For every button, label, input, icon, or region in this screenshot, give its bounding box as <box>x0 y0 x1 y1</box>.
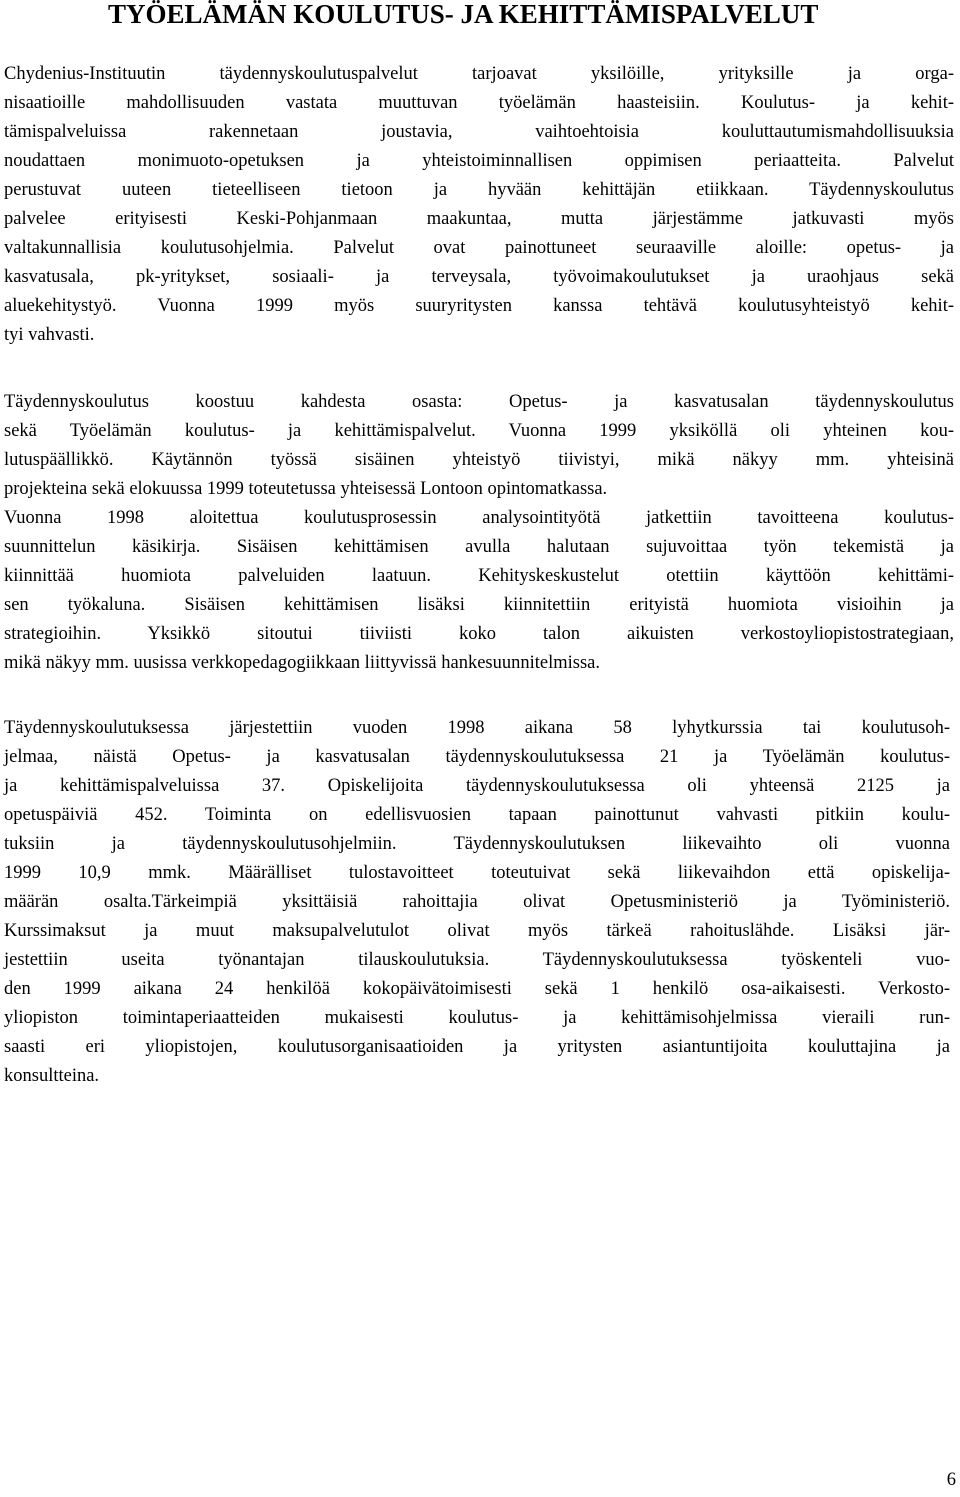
page-title: TYÖELÄMÄN KOULUTUS- JA KEHITTÄMISPALVELUT <box>108 0 819 29</box>
text-line: lutuspäällikkö. Käytännön työssä sisäinen yhteistyö tiivistyi, mikä näkyy mm. yhteisinä <box>4 450 954 470</box>
text-line: perustuvat uuteen tieteelliseen tietoon ja hyvään kehittäjän etiikkaan. Täydennyskoulutus <box>4 180 954 200</box>
text-line: ja kehittämispalveluissa 37. Opiskelijoita täydennyskoulutuksessa oli yhteensä 2125 ja <box>4 776 950 796</box>
text-line: mikä näkyy mm. uusissa verkkopedagogiikkaan liittyvissä hankesuunnitelmissa. <box>4 653 601 673</box>
text-line: valtakunnallisia koulutusohjelmia. Palvelut ovat painottuneet seuraaville aloille: opetus- ja <box>4 238 954 258</box>
text-line: jestettiin useita työnantajan tilauskoulutuksia. Täydennyskoulutuksessa työskenteli vuo- <box>4 950 950 970</box>
text-line: tuksiin ja täydennyskoulutusohjelmiin. Täydennyskoulutuksen liikevaihto oli vuonna <box>4 834 950 854</box>
text-line: den 1999 aikana 24 henkilöä kokopäivätoimisesti sekä 1 henkilö osa-aikaisesti. Verkosto- <box>4 979 950 999</box>
text-line: tämispalveluissa rakennetaan joustavia, vaihtoehtoisia kouluttautumismahdollisuuksia <box>4 122 954 142</box>
text-line: projekteina sekä elokuussa 1999 toteutetussa yhteisessä Lontoon opintomatkassa. <box>4 479 608 499</box>
text-line: saasti eri yliopistojen, koulutusorganisaatioiden ja yritysten asiantuntijoita kouluttajina ja <box>4 1037 950 1057</box>
paragraph-statistics <box>4 714 950 1091</box>
text-line: yliopiston toimintaperiaatteiden mukaisesti koulutus- ja kehittämisohjelmissa vieraili run- <box>4 1008 950 1028</box>
text-line: sen työkaluna. Sisäisen kehittämisen lisäksi kiinnitettiin erityistä huomiota visioihin ja <box>4 595 954 615</box>
text-line: palvelee erityisesti Keski-Pohjanmaan maakuntaa, mutta järjestämme jatkuvasti myös <box>4 209 954 229</box>
paragraph-structure <box>4 388 954 678</box>
text-line: Kurssimaksut ja muut maksupalvelutulot olivat myös tärkeä rahoituslähde. Lisäksi jär- <box>4 921 950 941</box>
text-line: opetuspäiviä 452. Toiminta on edellisvuosien tapaan painottunut vahvasti pitkiin koulu- <box>4 805 950 825</box>
text-line: kiinnittää huomiota palveluiden laatuun. Kehityskeskustelut otettiin käyttöön kehittämi- <box>4 566 954 586</box>
text-line: Vuonna 1998 aloitettua koulutusprosessin analysointityötä jatkettiin tavoitteena koulutus- <box>4 508 954 528</box>
paragraph-services-intro <box>4 60 954 350</box>
text-line: konsultteina. <box>4 1066 100 1086</box>
text-line: nisaatioille mahdollisuuden vastata muuttuvan työelämän haasteisiin. Koulutus- ja kehit- <box>4 93 954 113</box>
text-line: Chydenius-Instituutin täydennyskoulutuspalvelut tarjoavat yksilöille, yrityksille ja orga- <box>4 64 954 84</box>
text-line: tyi vahvasti. <box>4 325 95 345</box>
text-line: kasvatusala, pk-yritykset, sosiaali- ja terveysala, työvoimakoulutukset ja uraohjaus sekä <box>4 267 954 287</box>
text-line: jelmaa, näistä Opetus- ja kasvatusalan täydennyskoulutuksessa 21 ja Työelämän koulutus- <box>4 747 950 767</box>
text-line: sekä Työelämän koulutus- ja kehittämispalvelut. Vuonna 1999 yksiköllä oli yhteinen kou- <box>4 421 954 441</box>
text-line: 1999 10,9 mmk. Määrälliset tulostavoitteet toteutuivat sekä liikevaihdon että opiskelija- <box>4 863 950 883</box>
text-line: strategioihin. Yksikkö sitoutui tiiviisti koko talon aikuisten verkostoyliopistostrategiaan, <box>4 624 954 644</box>
text-line: noudattaen monimuoto-opetuksen ja yhteistoiminnallisen oppimisen periaatteita. Palvelut <box>4 151 954 171</box>
text-line: määrän osalta.Tärkeimpiä yksittäisiä rahoittajia olivat Opetusministeriö ja Työministeriö. <box>4 892 950 912</box>
text-line: aluekehitystyö. Vuonna 1999 myös suuryritysten kanssa tehtävä koulutusyhteistyö kehit- <box>4 296 954 316</box>
text-line: Täydennyskoulutus koostuu kahdesta osasta: Opetus- ja kasvatusalan täydennyskoulutus <box>4 392 954 412</box>
text-line: Täydennyskoulutuksessa järjestettiin vuoden 1998 aikana 58 lyhytkurssia tai koulutusoh- <box>4 718 950 738</box>
page-number: 6 <box>946 1470 956 1490</box>
text-line: suunnittelun käsikirja. Sisäisen kehittämisen avulla halutaan sujuvoittaa työn tekemistä ja <box>4 537 954 557</box>
